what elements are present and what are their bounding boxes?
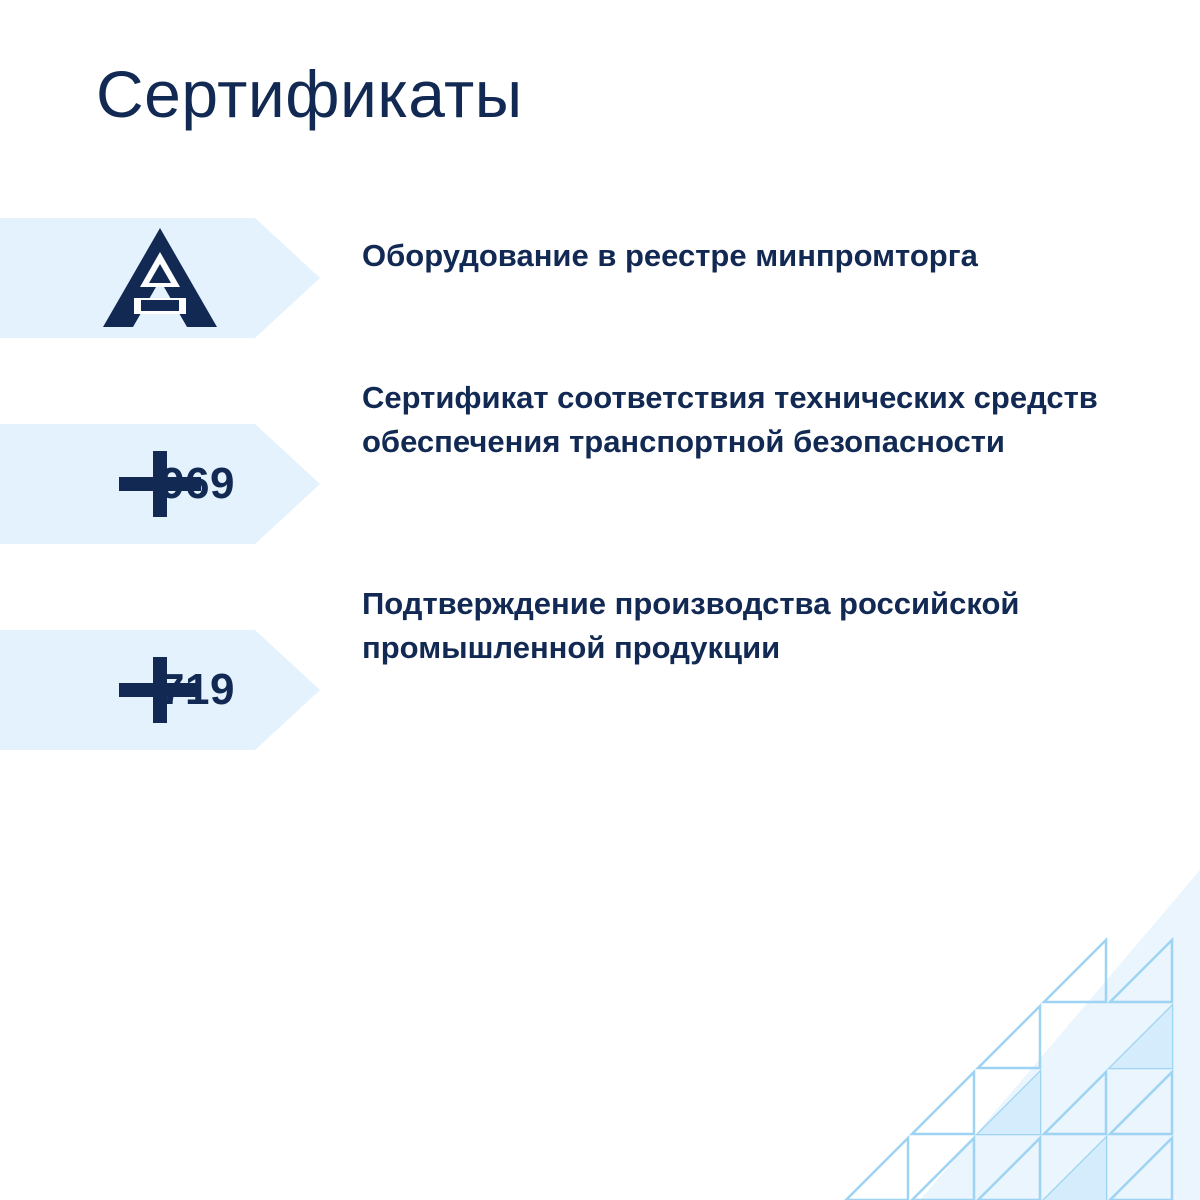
badge-content bbox=[33, 218, 288, 338]
certificate-text: Сертификат соответствия технических средств обеспечения транспортной безопасности bbox=[362, 380, 1098, 460]
page-title: Сертификаты bbox=[96, 57, 523, 131]
certificate-text: Подтверждение производства российской промышленной продукции bbox=[362, 586, 1020, 666]
certificate-text: Оборудование в реестре минпромторга bbox=[362, 238, 978, 273]
list-item bbox=[0, 586, 1200, 750]
badge-content: 969 bbox=[33, 424, 288, 544]
certificates-list bbox=[0, 218, 1200, 750]
list-item bbox=[0, 380, 1200, 544]
badge-3 bbox=[0, 630, 320, 750]
badge-content: 719 bbox=[33, 630, 288, 750]
minpromtorg-logo-icon bbox=[101, 226, 219, 330]
list-item bbox=[0, 218, 1200, 338]
triangles-corner-decoration bbox=[780, 870, 1200, 1200]
badge-2 bbox=[0, 424, 320, 544]
badge-1 bbox=[0, 218, 320, 338]
